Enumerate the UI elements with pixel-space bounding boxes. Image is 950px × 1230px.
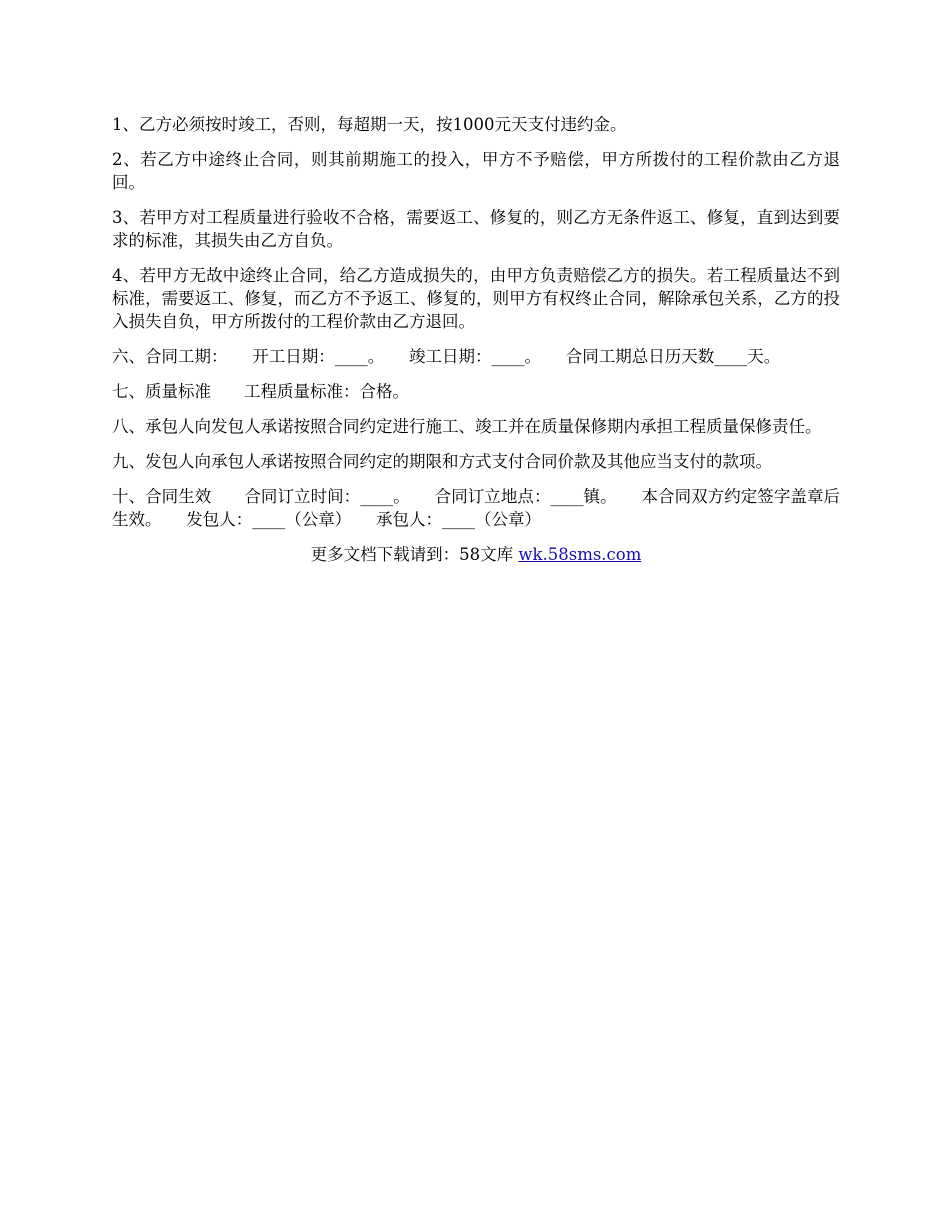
section-contractor-commitment: 八、承包人向发包人承诺按照合同约定进行施工、竣工并在质量保修期内承担工程质量保修责任。 [112,417,822,436]
footer-text: 更多文档下载请到：58文库 [310,545,519,564]
clause-2: 2、若乙方中途终止合同，则其前期施工的投入，甲方不予赔偿，甲方所拨付的工程价款由乙方退回。 [112,150,840,192]
section-employer-commitment: 九、发包人向承包人承诺按照合同约定的期限和方式支付合同价款及其他应当支付的款项。 [112,452,772,471]
section-contract-period: 六、合同工期： 开工日期：____。 竣工日期：____。 合同工期总日历天数____天。 [112,347,781,366]
footer-link[interactable]: wk.58sms.com [518,545,642,564]
document-page [112,113,840,566]
clause-1: 1、乙方必须按时竣工，否则，每超期一天，按1000元天支付违约金。 [112,115,627,134]
clause-4: 4、若甲方无故中途终止合同，给乙方造成损失的，由甲方负责赔偿乙方的损失。若工程质量达不到标准，需要返工、修复，而乙方不予返工、修复的，则甲方有权终止合同，解除承包关系，乙方的投入损失自负，甲方所拨付的工程价款由乙方退回。 [112,266,840,331]
section-contract-effective: 十、合同生效 合同订立时间：____。 合同订立地点：____镇。 本合同双方约定签字盖章后生效。 发包人：____（公章） 承包人：____（公章） [112,487,840,529]
section-quality-standard: 七、质量标准 工程质量标准：合格。 [112,382,409,401]
download-footer [112,543,840,566]
clause-3: 3、若甲方对工程质量进行验收不合格，需要返工、修复的，则乙方无条件返工、修复，直到达到要求的标准，其损失由乙方自负。 [112,208,840,250]
